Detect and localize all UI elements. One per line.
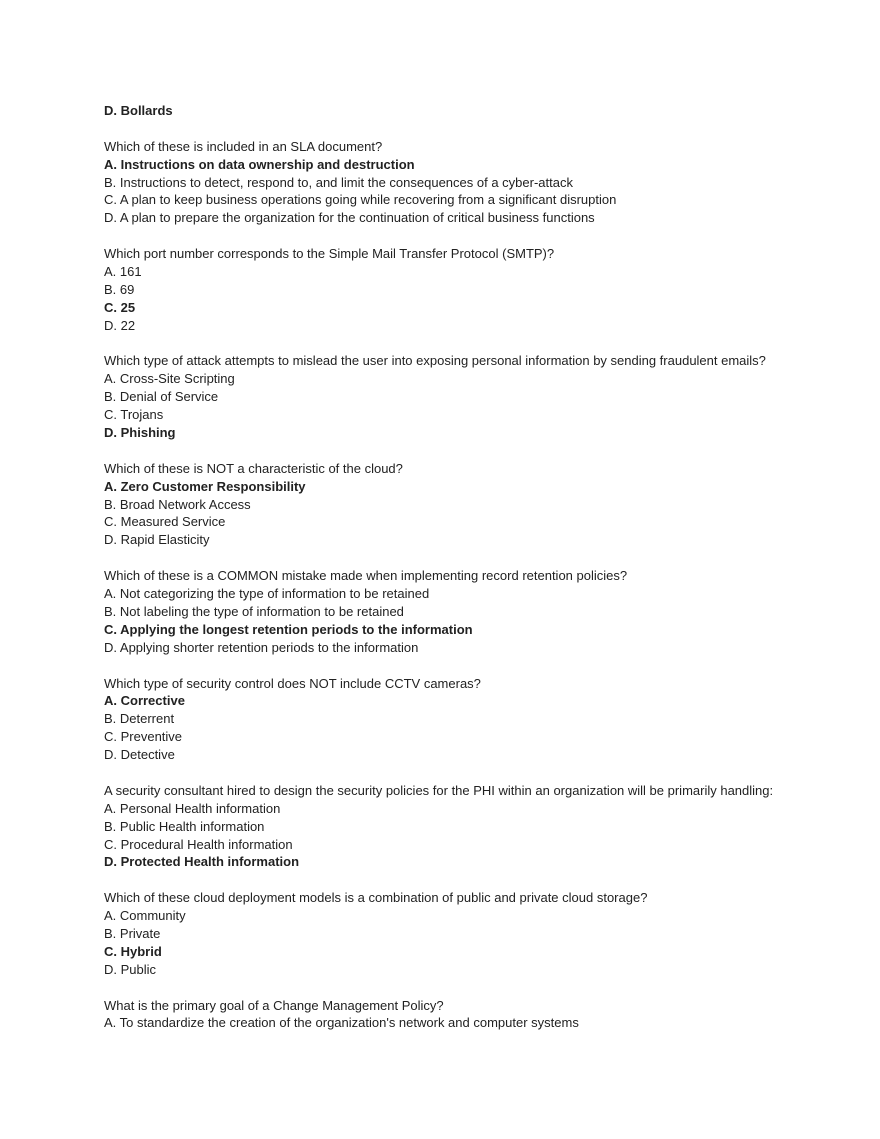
answer-option: C. Procedural Health information (104, 836, 293, 852)
correct-answer: C. 25 (104, 299, 136, 315)
correct-answer: D. Protected Health information (104, 854, 300, 870)
answer-option: A. To standardize the creation of the organization's network and computer systems (104, 1015, 579, 1031)
answer-option: B. Not labeling the type of information to be retained (104, 603, 404, 619)
correct-answer: A. Instructions on data ownership and destruction (104, 156, 415, 172)
correct-answer: C. Hybrid (104, 943, 162, 959)
blank-line (104, 227, 824, 245)
answer-option: D. A plan to prepare the organization for the continuation of critical business functions (104, 210, 595, 226)
answer-option: B. Broad Network Access (104, 496, 251, 512)
answer-option: C. Preventive (104, 729, 183, 745)
answer-option: B. Deterrent (104, 711, 175, 727)
blank-line (104, 120, 824, 138)
blank-line (104, 549, 824, 567)
blank-line (104, 871, 824, 889)
question-text: Which type of security control does NOT include CCTV cameras? (104, 675, 481, 691)
answer-option: B. Instructions to detect, respond to, and limit the consequences of a cyber-attack (104, 174, 573, 190)
question-text: Which of these cloud deployment models is a combination of public and private cloud storage? (104, 890, 648, 906)
blank-line (104, 764, 824, 782)
answer-option: C. Trojans (104, 407, 164, 423)
answer-option: D. Rapid Elasticity (104, 532, 210, 548)
answer-option: A. Community (104, 908, 186, 924)
document-body (104, 102, 824, 1032)
blank-line (104, 335, 824, 353)
answer-option: B. Private (104, 925, 161, 941)
question-text: Which port number corresponds to the Simple Mail Transfer Protocol (SMTP)? (104, 246, 555, 262)
answer-option: A. Personal Health information (104, 800, 281, 816)
question-text: Which of these is a COMMON mistake made when implementing record retention policies? (104, 568, 628, 584)
answer-option: B. 69 (104, 281, 135, 297)
answer-option: C. Measured Service (104, 514, 226, 530)
answer-option: D. 22 (104, 317, 136, 333)
correct-answer: A. Zero Customer Responsibility (104, 478, 306, 494)
question-text: Which of these is included in an SLA document? (104, 138, 383, 154)
answer-option: D. Detective (104, 747, 175, 763)
question-text: What is the primary goal of a Change Management Policy? (104, 997, 444, 1013)
question-text: Which of these is NOT a characteristic of the cloud? (104, 460, 403, 476)
question-text: A security consultant hired to design the security policies for the PHI within an organization will be primarily handling: (104, 782, 774, 798)
blank-line (104, 979, 824, 997)
answer-option: A. Not categorizing the type of information to be retained (104, 586, 430, 602)
answer-option: B. Denial of Service (104, 389, 219, 405)
answer-option: D. Public (104, 961, 157, 977)
blank-line (104, 442, 824, 460)
answer-option: D. Applying shorter retention periods to the information (104, 639, 419, 655)
correct-answer: C. Applying the longest retention periods to the information (104, 621, 473, 637)
answer-option: A. 161 (104, 264, 142, 280)
correct-answer: A. Corrective (104, 693, 185, 709)
answer-option: C. A plan to keep business operations going while recovering from a significant disruption (104, 192, 617, 208)
answer-option: B. Public Health information (104, 818, 265, 834)
correct-answer: D. Phishing (104, 425, 176, 441)
blank-line (104, 657, 824, 675)
question-text: Which type of attack attempts to mislead the user into exposing personal information by sending fraudulent emails? (104, 353, 766, 369)
answer-option: A. Cross-Site Scripting (104, 371, 235, 387)
correct-answer: D. Bollards (104, 103, 173, 118)
